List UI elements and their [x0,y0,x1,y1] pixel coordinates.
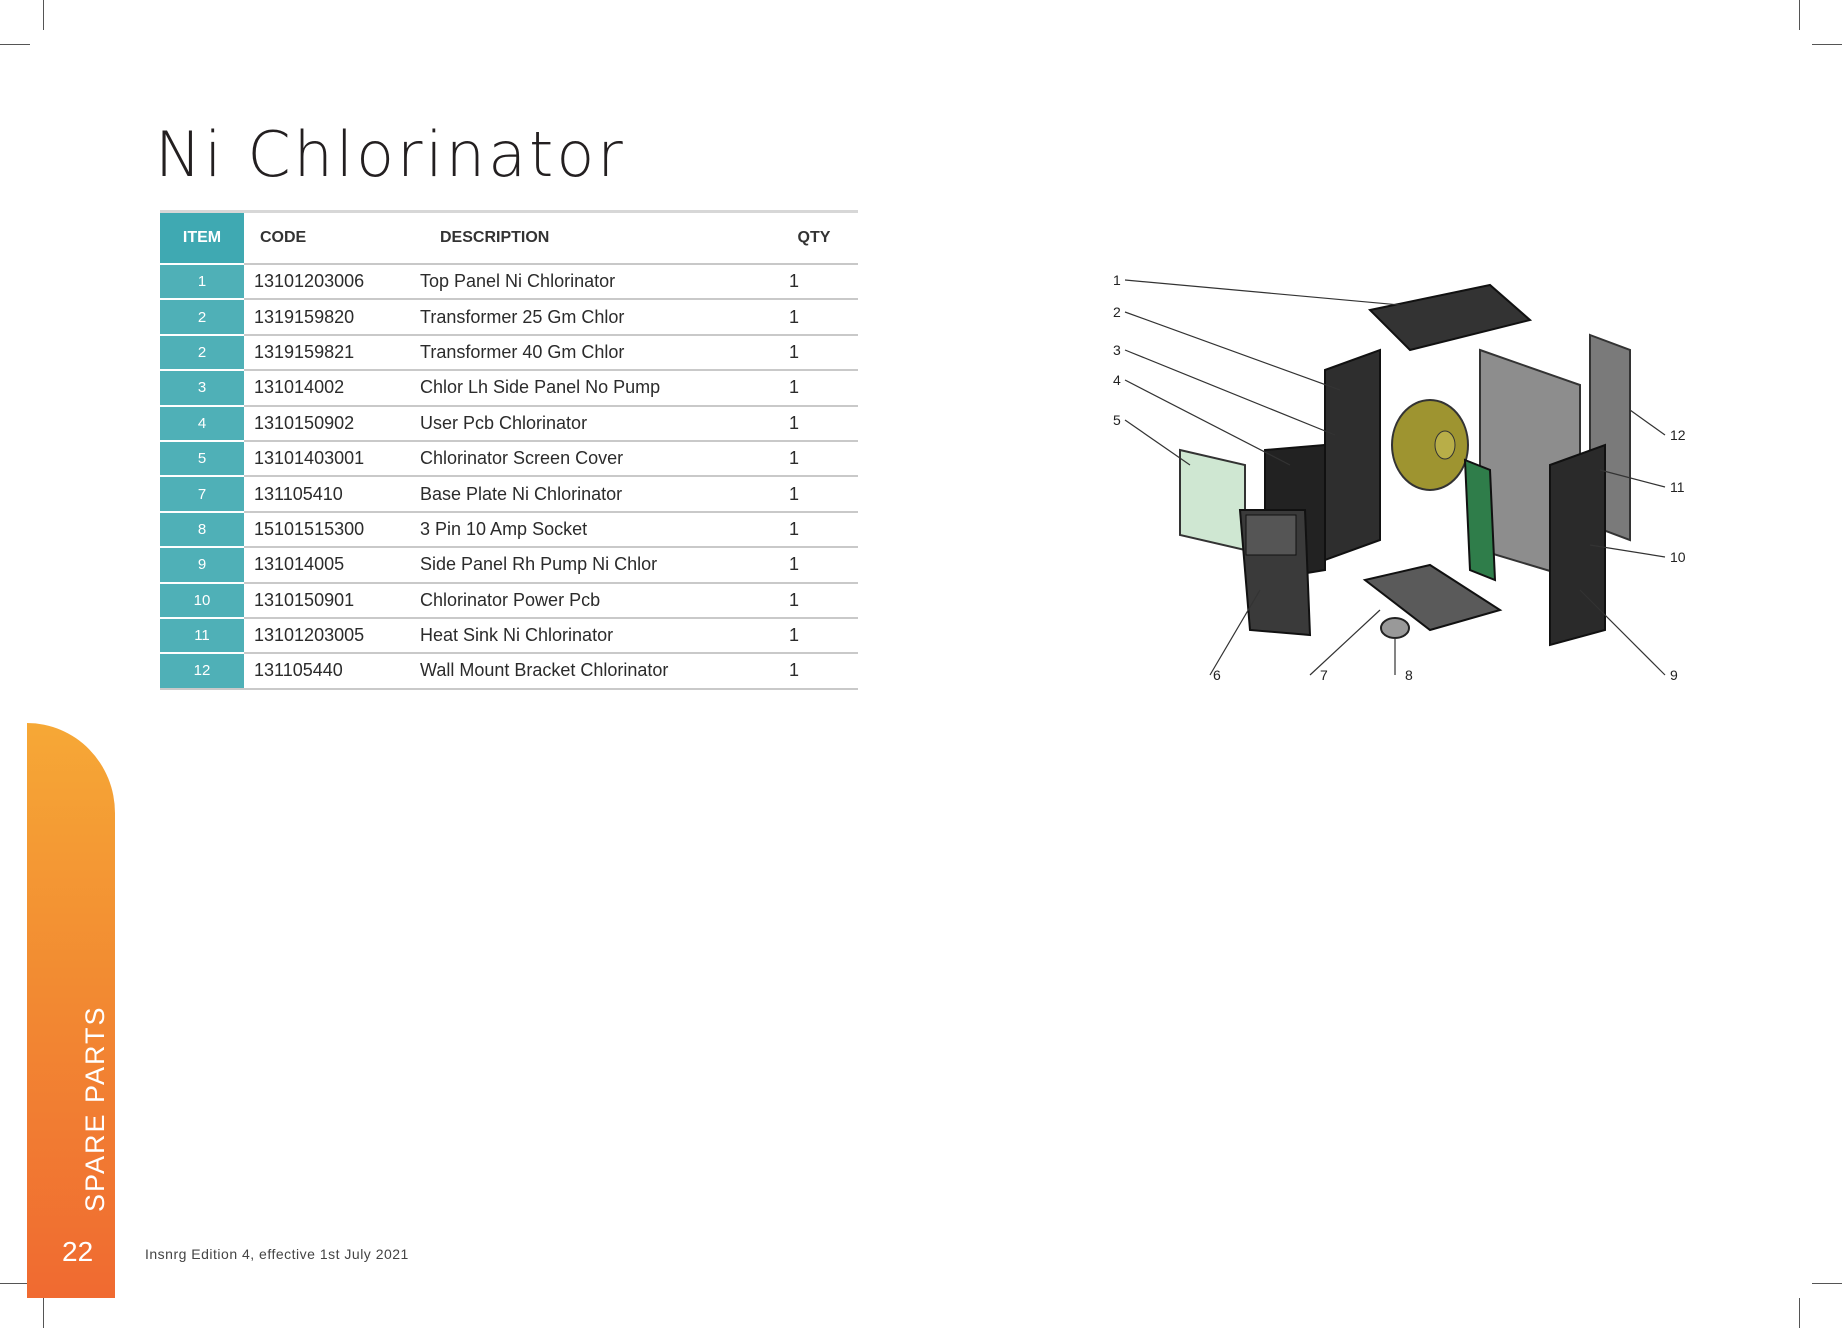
part-code: 131014005 [254,554,345,575]
part-code: 13101403001 [254,448,365,469]
exploded-view-diagram [1110,250,1730,710]
callout-10: 10 [1670,549,1686,565]
table-row [160,476,858,511]
table-row [160,547,858,582]
part-code: 1319159820 [254,306,355,327]
part-qty: 1 [788,554,799,575]
table-row [160,653,858,688]
part-description: Top Panel Ni Chlorinator [420,271,616,292]
callout-3: 3 [1113,342,1121,358]
part-description: Wall Mount Bracket Chlorinator [420,660,669,681]
column-header-qty: QTY [797,229,831,246]
socket-part [1381,618,1409,638]
part-code: 131014002 [254,377,345,398]
side-panel-rh-part [1550,445,1605,645]
item-number: 5 [160,441,244,476]
page-title: Ni Chlorinator [155,118,626,191]
item-number: 3 [160,370,244,405]
part-code: 13101203006 [254,271,365,292]
table-row [160,583,858,618]
part-description: Side Panel Rh Pump Ni Chlor [420,554,658,575]
part-code: 131105440 [254,660,343,681]
table-row [160,370,858,405]
part-code: 1310150901 [254,589,355,610]
part-description: Chlorinator Screen Cover [420,448,624,469]
crop-mark [0,1283,30,1284]
crop-mark [43,1298,44,1328]
part-code: 13101203005 [254,625,365,646]
crop-mark [1812,44,1842,45]
item-number: 2 [160,335,244,370]
callout-4: 4 [1113,372,1121,388]
part-qty: 1 [788,271,799,292]
item-number: 10 [160,583,244,618]
part-qty: 1 [788,589,799,610]
item-number: 8 [160,512,244,547]
page-number: 22 [62,1236,94,1267]
table-row [160,335,858,370]
side-panel-lh-part [1325,350,1380,560]
callout-1: 1 [1113,272,1121,288]
display-panel [1246,515,1296,555]
crop-mark [43,0,44,30]
part-description: User Pcb Chlorinator [420,412,588,433]
part-code: 1310150902 [254,412,355,433]
part-qty: 1 [788,306,799,327]
crop-mark [1799,0,1800,30]
crop-mark [1812,1283,1842,1284]
table-row [160,441,858,476]
item-number: 2 [160,299,244,334]
item-number: 1 [160,264,244,299]
callout-7: 7 [1320,667,1328,683]
part-description: Transformer 40 Gm Chlor [420,341,625,362]
callout-9: 9 [1670,667,1678,683]
footer-text: Insnrg Edition 4, effective 1st July 2021 [145,1246,409,1262]
crop-mark [0,44,30,45]
table-row [160,299,858,334]
part-qty: 1 [788,483,799,504]
part-code: 131105410 [254,483,343,504]
part-qty: 1 [788,412,799,433]
part-qty: 1 [788,518,799,539]
part-code: 15101515300 [254,518,365,539]
callout-11: 11 [1670,479,1685,495]
part-description: Chlorinator Power Pcb [420,589,601,610]
transformer-part [1392,400,1468,490]
power-pcb-part [1465,460,1495,580]
column-header-description: DESCRIPTION [440,229,550,246]
crop-mark [1799,1298,1800,1328]
part-qty: 1 [788,660,799,681]
item-number: 4 [160,406,244,441]
transformer-core [1435,431,1455,459]
part-description: Base Plate Ni Chlorinator [420,483,623,504]
column-header-item: ITEM [160,212,244,265]
part-description: Heat Sink Ni Chlorinator [420,625,614,646]
callout-8: 8 [1405,667,1413,683]
part-description: Chlor Lh Side Panel No Pump [420,377,661,398]
part-description: Transformer 25 Gm Chlor [420,306,625,327]
table-row [160,406,858,441]
item-number: 9 [160,547,244,582]
part-qty: 1 [788,448,799,469]
part-code: 1319159821 [254,341,355,362]
parts-table [160,210,858,690]
item-number: 12 [160,653,244,688]
part-description: 3 Pin 10 Amp Socket [420,518,588,539]
table-row [160,618,858,653]
table-row [160,512,858,547]
callout-5: 5 [1113,412,1121,428]
callout-2: 2 [1113,304,1121,320]
table-row [160,264,858,299]
top-panel-part [1370,285,1530,350]
part-qty: 1 [788,341,799,362]
part-qty: 1 [788,625,799,646]
part-qty: 1 [788,377,799,398]
table-header-row [160,212,858,265]
section-label: SPARE PARTS [80,1005,110,1212]
callout-12: 12 [1670,427,1686,443]
callout-6: 6 [1213,667,1221,683]
column-header-code: CODE [260,229,307,246]
item-number: 11 [160,618,244,653]
item-number: 7 [160,476,244,511]
